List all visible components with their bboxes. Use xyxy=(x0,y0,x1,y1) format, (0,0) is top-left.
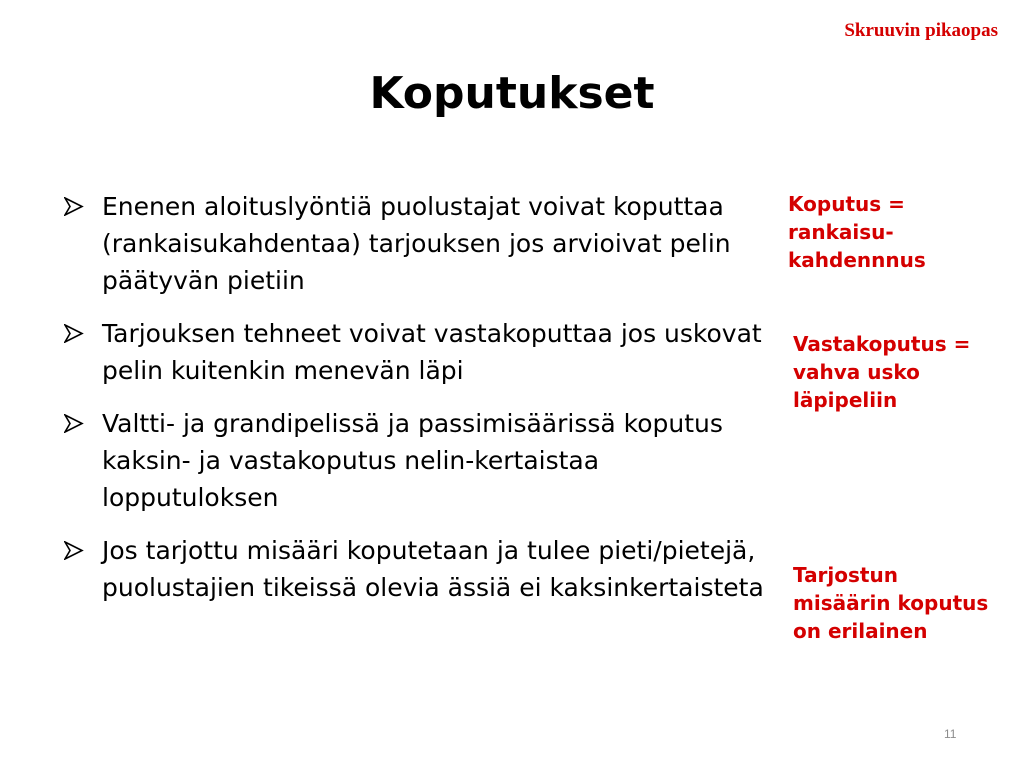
bullet-text: Enenen aloituslyöntiä puolustajat voivat koputtaa (rankaisukahdentaa) tarjouksen jos arvioivat pelin päätyvän pietiin xyxy=(102,192,731,295)
arrowhead-bullet-icon xyxy=(64,414,84,433)
side-note: Koputus = rankaisu-kahdennnus xyxy=(788,192,926,272)
bullet-item xyxy=(62,405,772,516)
bullet-item xyxy=(62,315,772,389)
side-note: Tarjostun misäärin koputus on erilainen xyxy=(793,563,989,643)
arrowhead-bullet-icon xyxy=(64,324,84,343)
header-label: Skruuvin pikaopas xyxy=(844,20,998,41)
bullet-text: Tarjouksen tehneet voivat vastakoputtaa jos uskovat pelin kuitenkin menevän läpi xyxy=(102,319,762,385)
arrowhead-bullet-icon xyxy=(64,541,84,560)
page-number: 11 xyxy=(944,727,957,741)
side-note: Vastakoputus = vahva usko läpipeliin xyxy=(793,332,971,412)
arrowhead-bullet-icon xyxy=(64,197,84,216)
bullet-item xyxy=(62,532,772,606)
bullet-item xyxy=(62,188,772,299)
bullet-text: Jos tarjottu misääri koputetaan ja tulee pieti/pietejä, puolustajien tikeissä olevia ässiä ei kaksinkertaisteta xyxy=(102,536,764,602)
bullet-text: Valtti- ja grandipelissä ja passimisäärissä koputus kaksin- ja vastakoputus nelin-kertaistaa lopputuloksen xyxy=(102,409,723,512)
slide-title: Koputukset xyxy=(369,68,655,119)
bullet-list xyxy=(62,188,772,622)
